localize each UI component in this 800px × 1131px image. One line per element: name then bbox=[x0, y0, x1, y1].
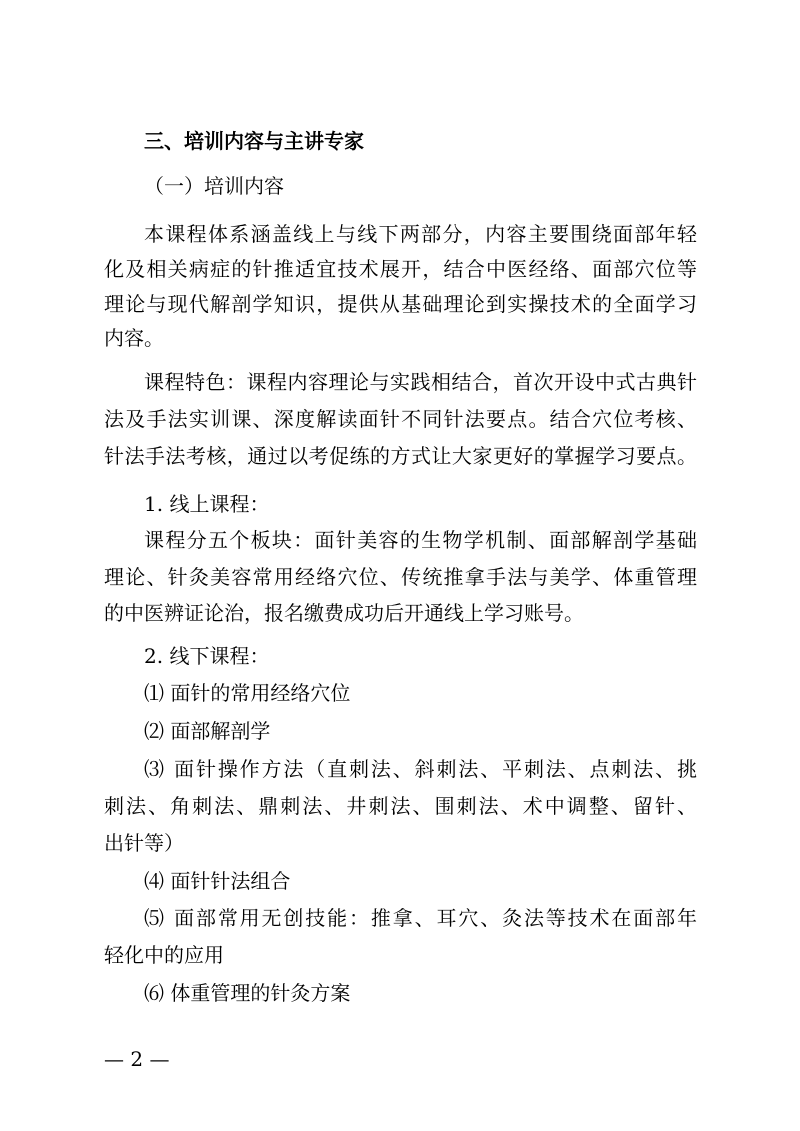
intro-line-4: 内容。 bbox=[104, 326, 164, 350]
offline-item-5-line-2: 轻化中的应用 bbox=[104, 943, 224, 967]
features-line-3: 针法手法考核，通过以考促练的方式让大家更好的掌握学习要点。 bbox=[104, 444, 697, 468]
offline-item-3-line-1: ⑶ 面针操作方法（直刺法、斜刺法、平刺法、点刺法、挑 bbox=[144, 757, 697, 781]
offline-item-3-line-2: 刺法、角刺法、鼎刺法、井刺法、围刺法、术中调整、留针、 bbox=[104, 794, 697, 818]
features-line-2: 法及手法实训课、深度解读面针不同针法要点。结合穴位考核、 bbox=[104, 407, 697, 431]
page-number: — 2 — bbox=[104, 1047, 170, 1071]
intro-line-1: 本课程体系涵盖线上与线下两部分，内容主要围绕面部年轻 bbox=[144, 222, 697, 246]
online-line-2: 理论、针灸美容常用经络穴位、传统推拿手法与美学、体重管理 bbox=[104, 565, 697, 589]
features-line-1: 课程特色：课程内容理论与实践相结合，首次开设中式古典针 bbox=[144, 370, 697, 394]
offline-item-5-line-1: ⑸ 面部常用无创技能：推拿、耳穴、灸法等技术在面部年 bbox=[144, 906, 697, 930]
subsection-heading: （一）培训内容 bbox=[144, 174, 284, 198]
online-line-3: 的中医辨证论治，报名缴费成功后开通线上学习账号。 bbox=[104, 601, 584, 625]
offline-item-1: ⑴ 面针的常用经络穴位 bbox=[144, 681, 351, 705]
offline-course-title: 2. 线下课程： bbox=[144, 644, 270, 668]
online-course-title: 1. 线上课程： bbox=[144, 492, 270, 516]
section-heading: 三、培训内容与主讲专家 bbox=[144, 129, 364, 153]
intro-line-3: 理论与现代解剖学知识，提供从基础理论到实操技术的全面学习 bbox=[104, 292, 697, 316]
intro-line-2: 化及相关病症的针推适宜技术展开，结合中医经络、面部穴位等 bbox=[104, 257, 697, 281]
offline-item-3-line-3: 出针等） bbox=[104, 831, 184, 855]
offline-item-6: ⑹ 体重管理的针灸方案 bbox=[144, 981, 351, 1005]
online-line-1: 课程分五个板块：面针美容的生物学机制、面部解剖学基础 bbox=[144, 528, 697, 552]
offline-item-4: ⑷ 面针针法组合 bbox=[144, 869, 291, 893]
offline-item-2: ⑵ 面部解剖学 bbox=[144, 719, 271, 743]
